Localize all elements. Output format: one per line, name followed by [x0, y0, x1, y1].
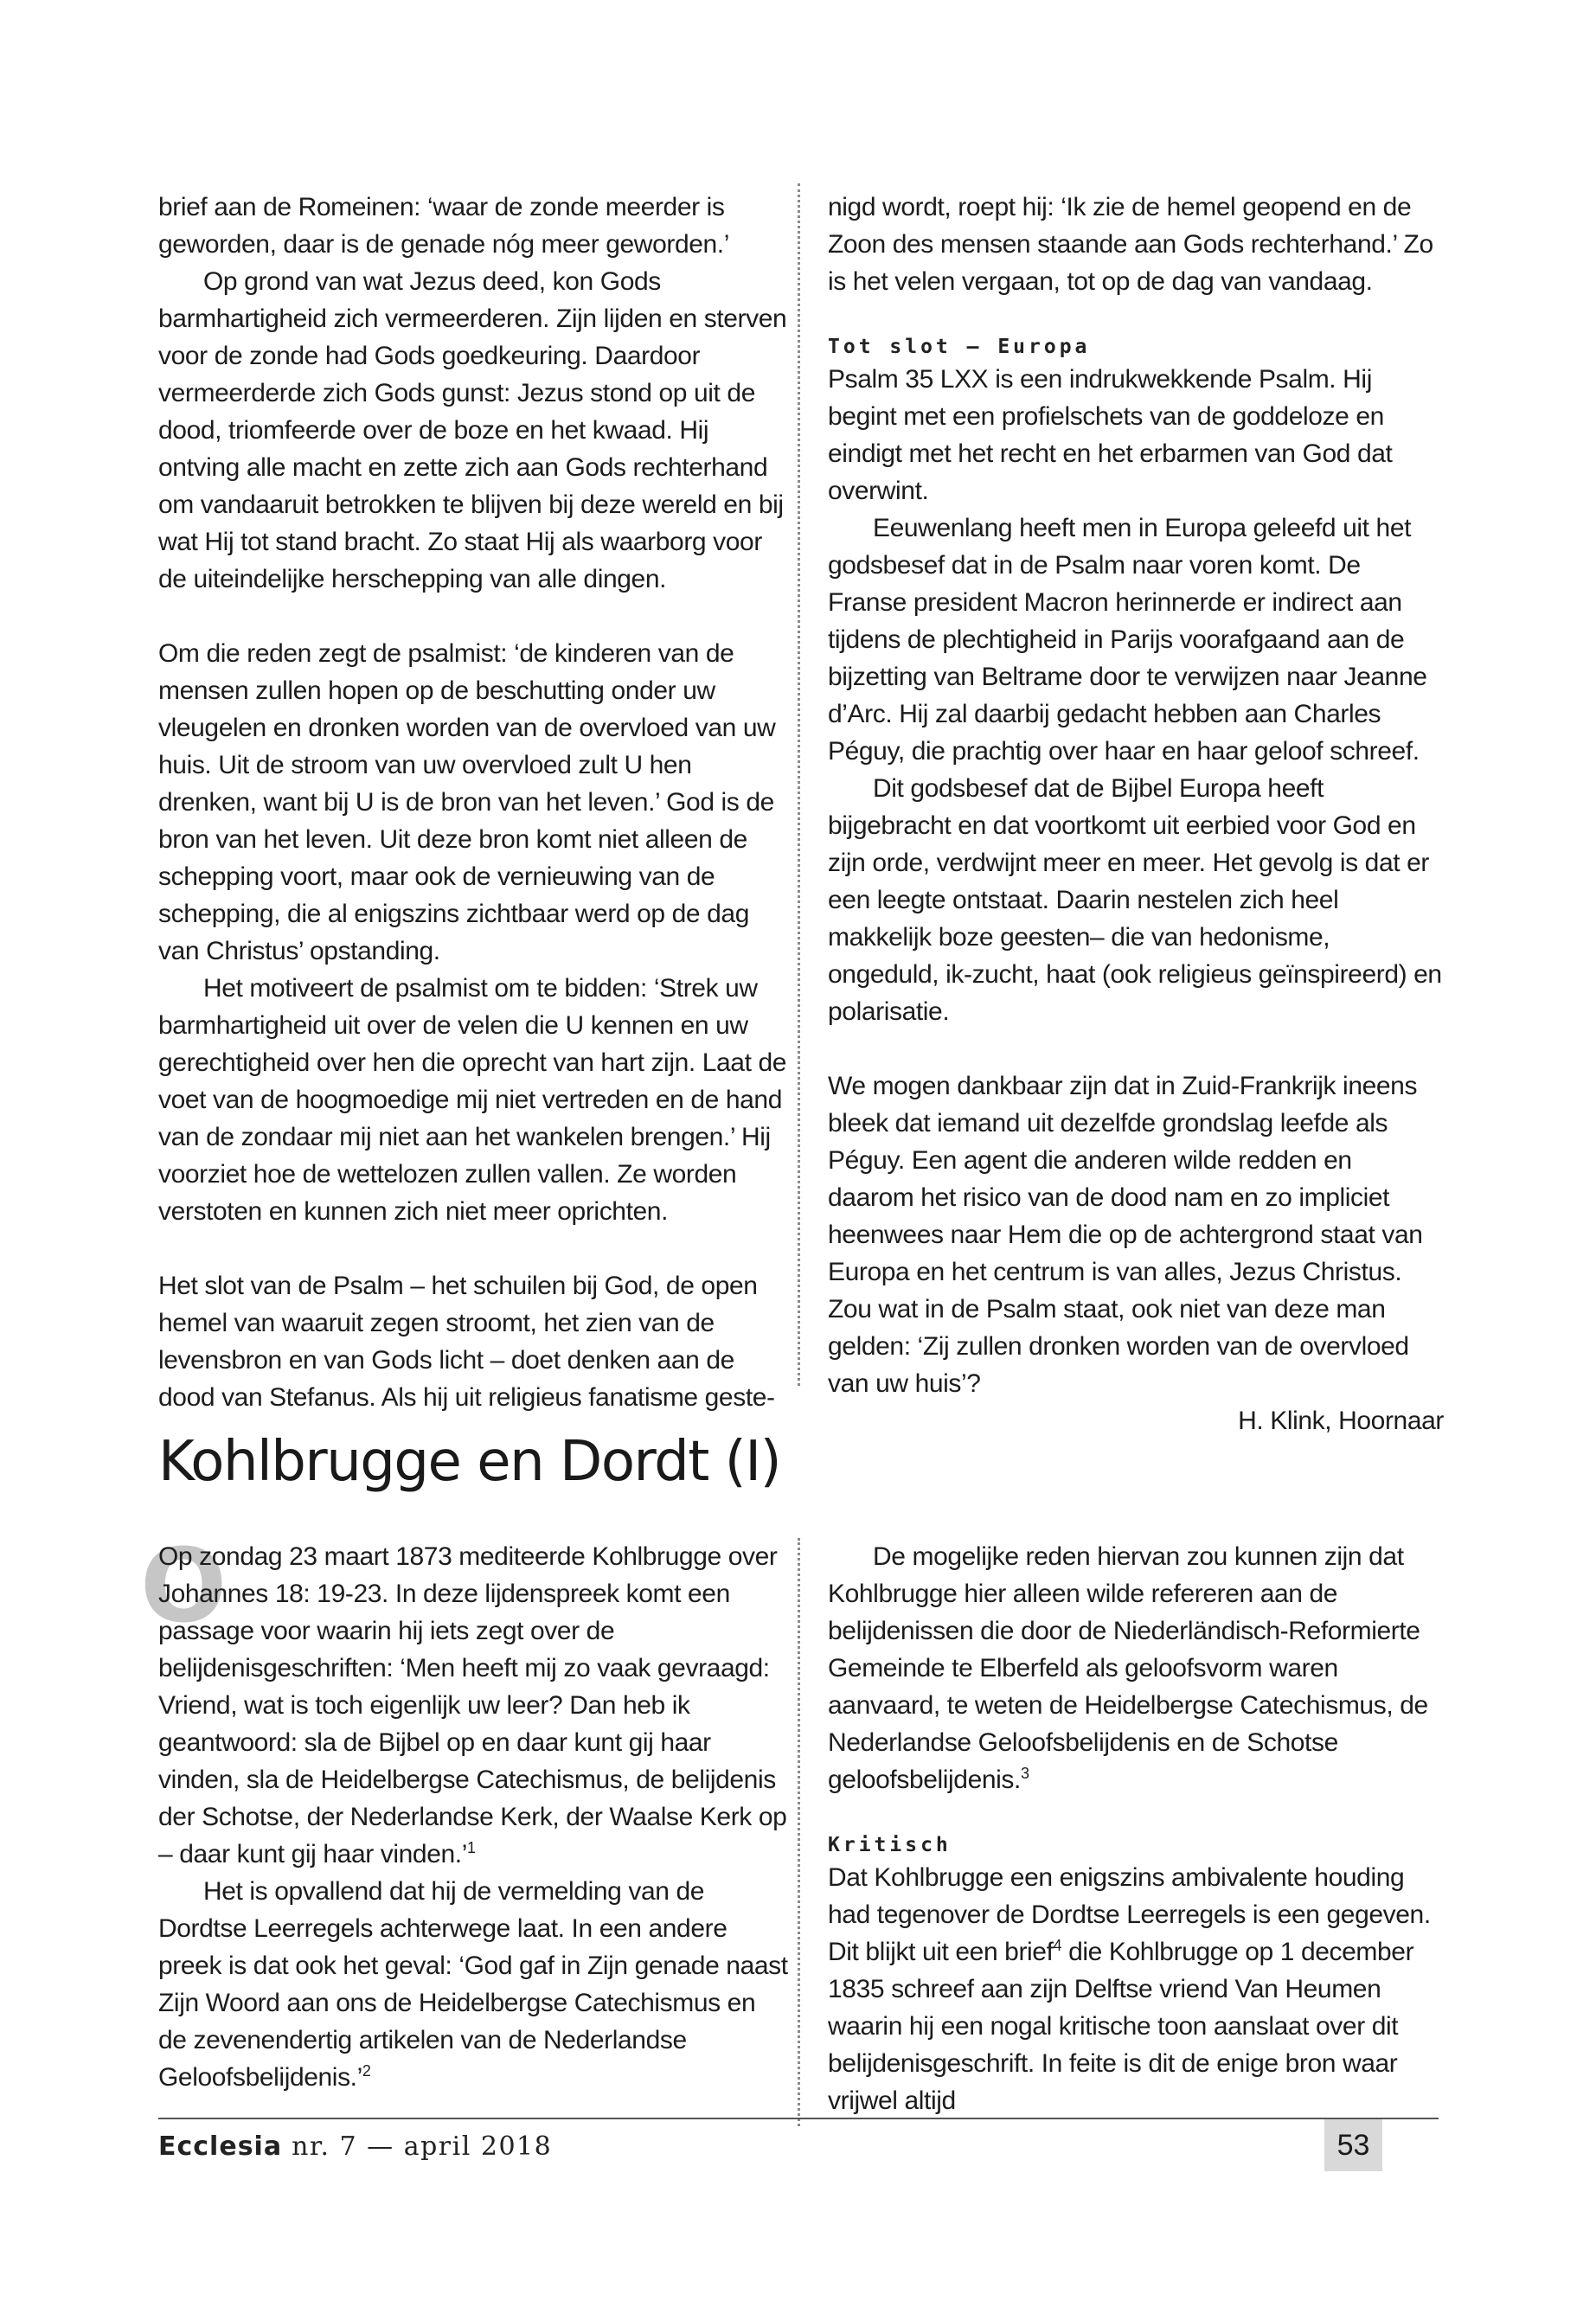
paragraph-text: Op zondag 23 maart 1873 mediteerde Kohlbrugge over Johannes 18: 19-23. In deze lijdenspreek komt een passage voor waarin hij iets zegt over de belijdenisgeschriften: ‘Men heeft mij zo vaak gevraagd: Vriend, wat is toch eigenlijk uw leer? Dan heb ik geantwoord: sla de Bijbel op en daar kunt gij haar vinden, sla de Heidelbergse Catechismus, de belijdenis der Schotse, der Nederlandse Kerk, der Waalse Kerk op – daar kunt gij haar vinden.’: [158, 1542, 787, 1868]
paragraph: [828, 1538, 1444, 1798]
paragraph: Dit godsbesef dat de Bijbel Europa heeft bijgebracht en dat voortkomt uit eerbied voor God en zijn orde, verdwijnt meer en meer. Het gevolg is dat er een leegte ontstaat. Daarin nestelen zich heel makkelijk boze geesten– die van hedonisme, ongeduld, ik-zucht, haat (ook religieus geïnspireerd) en polarisatie.: [828, 774, 1442, 1026]
column-divider: [798, 183, 800, 1386]
footnote-ref[interactable]: 2: [362, 2062, 371, 2080]
column-divider: [798, 1538, 800, 2126]
paragraph: Psalm 35 LXX is een indrukwekkende Psalm. Hij begint met een profielschets van de goddeloze en eindigt met het recht en het erbarmen van God dat overwint.: [828, 365, 1393, 505]
paragraph-text: De mogelijke reden hiervan zou kunnen zijn dat Kohlbrugge hier alleen wilde refereren aan de belijdenissen die door de Niederländisch-Reformierte Gemeinde te Elberfeld als geloofsvorm waren aanvaard, te weten de Heidelbergse Catechismus, de Nederlandse Geloofsbelijdenis en de Schotse geloofsbelijdenis.: [828, 1542, 1428, 1794]
paragraph: [158, 1873, 790, 2096]
paragraph: Eeuwenlang heeft men in Europa geleefd uit het godsbesef dat in de Psalm naar voren komt. De Franse president Macron herinnerde er indirect aan tijdens de plechtigheid in Parijs voorafgaand aan de bijzetting van Beltrame door te verwijzen naar Jeanne d’Arc. Hij zal daarbij gedacht hebben aan Charles Péguy, die prachtig over haar en haar geloof schreef.: [828, 514, 1427, 766]
paragraph: Om die reden zegt de psalmist: ‘de kinderen van de mensen zullen hopen op de beschutting onder uw vleugelen en dronken worden van de overvloed van uw huis. Uit de stroom van uw overvloed zult U hen drenken, want bij U is de bron van het leven.’ God is de bron van het leven. Uit deze bron komt niet alleen de schepping voort, maar ook de vernieuwing van de schepping, die al enigszins zichtbaar werd op de dag van Christus’ opstanding.: [158, 639, 776, 965]
paragraph: brief aan de Romeinen: ‘waar de zonde meerder is geworden, daar is de genade nóg meer geworden.’: [158, 193, 729, 259]
paragraph: Op grond van wat Jezus deed, kon Gods barmhartigheid zich vermeerderen. Zijn lijden en sterven voor de zonde had Gods goedkeuring. Daardoor vermeerderde zich Gods gunst: Jezus stond op uit de dood, triomfeerde over de boze en het kwaad. Hij ontving alle macht en zette zich aan Gods rechterhand om vandaaruit betrokken te blijven bij deze wereld en bij wat Hij tot stand bracht. Zo staat Hij als waarborg voor de uiteindelijke herschepping van alle dingen.: [158, 267, 787, 593]
footer-publication: [158, 2130, 552, 2164]
article-title: Kohlbrugge en Dordt (I): [158, 1430, 781, 1494]
section-heading: Kritisch: [828, 1834, 952, 1856]
footnote-ref[interactable]: 4: [1053, 1937, 1062, 1954]
footnote-ref[interactable]: 1: [466, 1839, 476, 1856]
page-number: 53: [1324, 2119, 1382, 2171]
paragraph: [158, 1538, 790, 1873]
paragraph: Het motiveert de psalmist om te bidden: ‘Strek uw barmhartigheid uit over de velen die U kennen en uw gerechtigheid over hen die oprecht van hart zijn. Laat de voet van de hoogmoedige mij niet vertreden en de hand van de zondaar mij niet aan het wankelen brengen.’ Hij voorziet hoe de wettelozen zullen vallen. Ze worden verstoten en kunnen zich niet meer oprichten.: [158, 974, 787, 1226]
paragraph-text: Het is opvallend dat hij de vermelding van de Dordtse Leerregels achterwege laat. In een andere preek is dat ook het geval: ‘God gaf in Zijn genade naast Zijn Woord aan ons de Heidelbergse Catechismus en de zevenendertig artikelen van de Nederlandse Geloofsbelijdenis.’: [158, 1877, 788, 2092]
column-top-left: [158, 189, 790, 1416]
footer-rule: [158, 2118, 1439, 2119]
paragraph: Het slot van de Psalm – het schuilen bij God, de open hemel van waaruit zegen stroomt, het zien van de levensbron en van Gods licht – doet denken aan de dood van Stefanus. Als hij uit religieus fanatisme geste-: [158, 1272, 775, 1412]
paragraph-text: Dat Kohlbrugge een enigszins ambivalente houding had tegenover de Dordtse Leerregels is een gegeven. Dit blijkt uit een brief: [828, 1863, 1431, 1966]
section-heading: Tot slot – Europa: [828, 336, 1091, 358]
paragraph-text: die Kohlbrugge op 1 december 1835 schreef aan zijn Delftse vriend Van Heumen waarin hij een nogal kritische toon aanslaat over dit belijdenisgeschrift. In feite is dit de enige bron waar vrijwel altijd: [828, 1938, 1414, 2115]
paragraph: [828, 1859, 1444, 2119]
paragraph: nigd wordt, roept hij: ‘Ik zie de hemel geopend en de Zoon des mensen staande aan Gods rechterhand.’ Zo is het velen vergaan, tot op de dag van vandaag.: [828, 193, 1433, 296]
drop-cap: O: [140, 1526, 228, 1645]
column-top-right: [828, 189, 1444, 1439]
column-bottom-left: [158, 1538, 790, 2096]
issue-info: nr. 7 — april 2018: [282, 2131, 553, 2162]
column-bottom-right: [828, 1538, 1444, 2119]
footnote-ref[interactable]: 3: [1020, 1765, 1029, 1782]
author-signature: H. Klink, Hoornaar: [1238, 1407, 1444, 1435]
paragraph: We mogen dankbaar zijn dat in Zuid-Frankrijk ineens bleek dat iemand uit dezelfde grondslag leefde als Péguy. Een agent die anderen wilde redden en daarom het risico van de dood nam en zo impliciet heenwees naar Hem die op de achtergrond staat van Europa en het centrum is van alles, Jezus Christus. Zou wat in de Psalm staat, ook niet van deze man gelden: ‘Zij zullen dronken worden van de overvloed van uw huis’?: [828, 1072, 1423, 1398]
magazine-name: Ecclesia: [158, 2131, 283, 2162]
